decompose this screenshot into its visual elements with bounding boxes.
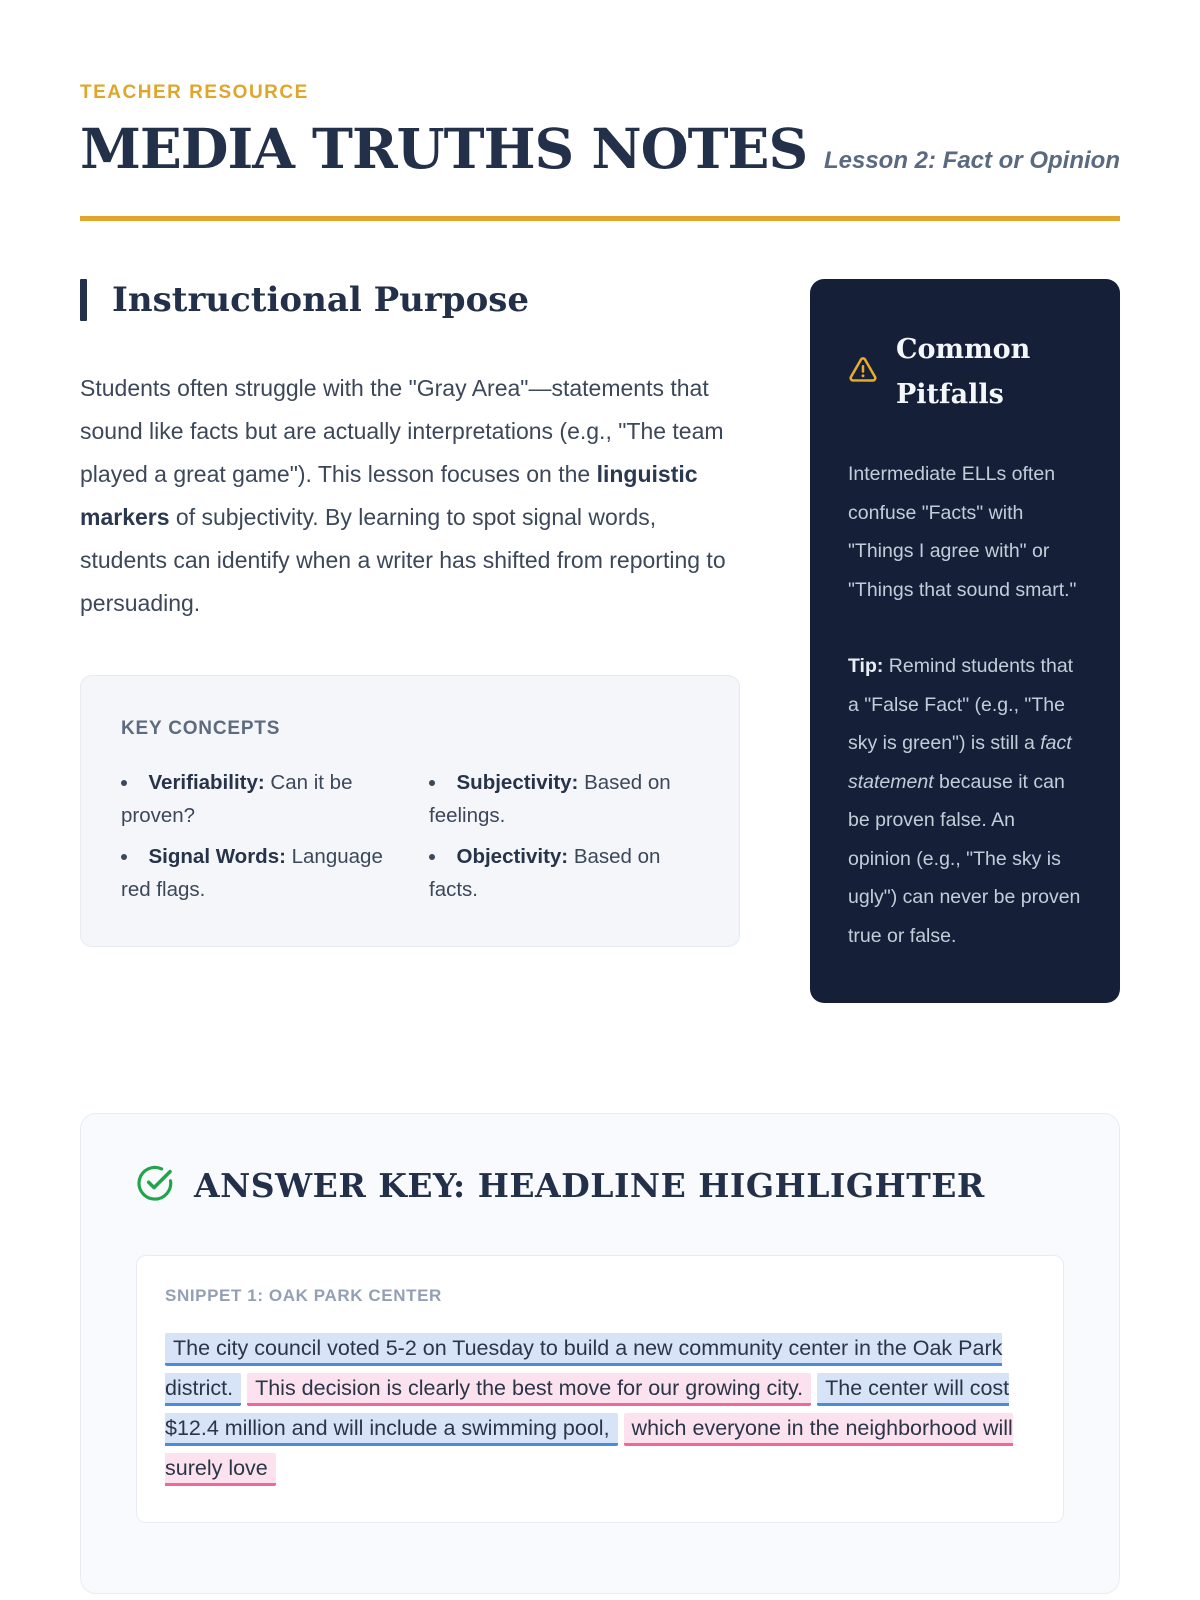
concept-desc: Language red flags. <box>121 844 383 901</box>
concept-term: Verifiability: <box>148 770 265 794</box>
lesson-subtitle: Lesson 2: Fact or Opinion <box>823 147 1120 174</box>
snippet-paragraph <box>165 1328 1035 1488</box>
list-item <box>121 766 391 832</box>
list-item <box>429 840 699 906</box>
tip-text-2: because it can be proven false. An opinion (e.g., "The sky is ugly") can never be proven true or false. <box>848 770 1081 947</box>
fact-highlight-1: The city council voted 5-2 on Tuesday to build a new community center in the Oak Park district. <box>165 1333 1002 1406</box>
list-item <box>429 766 699 832</box>
opinion-highlight-1: This decision is clearly the best move for our growing city. <box>247 1373 811 1406</box>
instructional-purpose-section <box>80 279 740 1004</box>
pitfalls-header <box>848 327 1082 418</box>
concept-term: Objectivity: <box>456 844 569 868</box>
document-page <box>80 0 1120 1594</box>
pitfalls-paragraph: Intermediate ELLs often confuse "Facts" with "Things I agree with" or "Things that sound smart." <box>848 463 1077 601</box>
snippet-card <box>136 1255 1064 1523</box>
tip-italic-phrase: fact statement <box>848 732 1072 793</box>
section-heading: Instructional Purpose <box>112 279 530 320</box>
document-header <box>80 82 1120 221</box>
content-grid <box>80 279 1120 1004</box>
key-concepts-column-left <box>121 766 391 906</box>
concept-desc: Can it be proven? <box>121 770 353 827</box>
opinion-highlight-2: which everyone in the neighborhood will surely love <box>165 1413 1013 1486</box>
title-row <box>80 116 1120 181</box>
pitfalls-tip-paragraph <box>848 647 1082 955</box>
answer-key-title: ANSWER KEY: HEADLINE HIGHLIGHTER <box>194 1166 985 1206</box>
list-item <box>121 840 391 906</box>
purpose-text-2: of subjectivity. By learning to spot signal words, students can identify when a writer has shifted from reporting to persuading. <box>80 503 726 616</box>
page-title: MEDIA TRUTHS NOTES <box>80 116 808 181</box>
header-divider <box>80 216 1120 221</box>
purpose-bold-phrase: linguistic markers <box>80 460 698 530</box>
key-concepts-box <box>80 675 740 947</box>
snippet-label: SNIPPET 1: OAK PARK CENTER <box>165 1286 442 1306</box>
purpose-text-1: Students often struggle with the "Gray Area"—statements that sound like facts but are actually interpretations (e.g., "The team played a great game"). This lesson focuses on the <box>80 374 724 487</box>
tip-text-1: Remind students that a "False Fact" (e.g., "The sky is green") is still a <box>848 655 1074 755</box>
concept-term: Subjectivity: <box>456 770 579 794</box>
fact-highlight-2: The center will cost $12.4 million and will include a swimming pool, <box>165 1373 1009 1446</box>
section-heading-row <box>80 279 740 321</box>
answer-key-title-row <box>136 1164 1064 1207</box>
key-concepts-column-right <box>429 766 699 906</box>
warning-triangle-icon <box>848 355 878 390</box>
eyebrow-label: TEACHER RESOURCE <box>80 82 309 103</box>
concept-desc: Based on facts. <box>429 844 661 901</box>
concept-desc: Based on feelings. <box>429 770 671 827</box>
purpose-paragraph <box>80 367 740 625</box>
key-concepts-grid <box>121 766 699 906</box>
concept-term: Signal Words: <box>148 844 286 868</box>
pitfalls-title: Common Pitfalls <box>896 333 1031 411</box>
check-circle-icon <box>136 1164 174 1207</box>
tip-label: Tip: <box>848 655 884 678</box>
common-pitfalls-card <box>810 279 1120 1004</box>
heading-accent-bar <box>80 279 87 321</box>
answer-key-section <box>80 1113 1120 1594</box>
key-concepts-label: KEY CONCEPTS <box>121 717 281 739</box>
